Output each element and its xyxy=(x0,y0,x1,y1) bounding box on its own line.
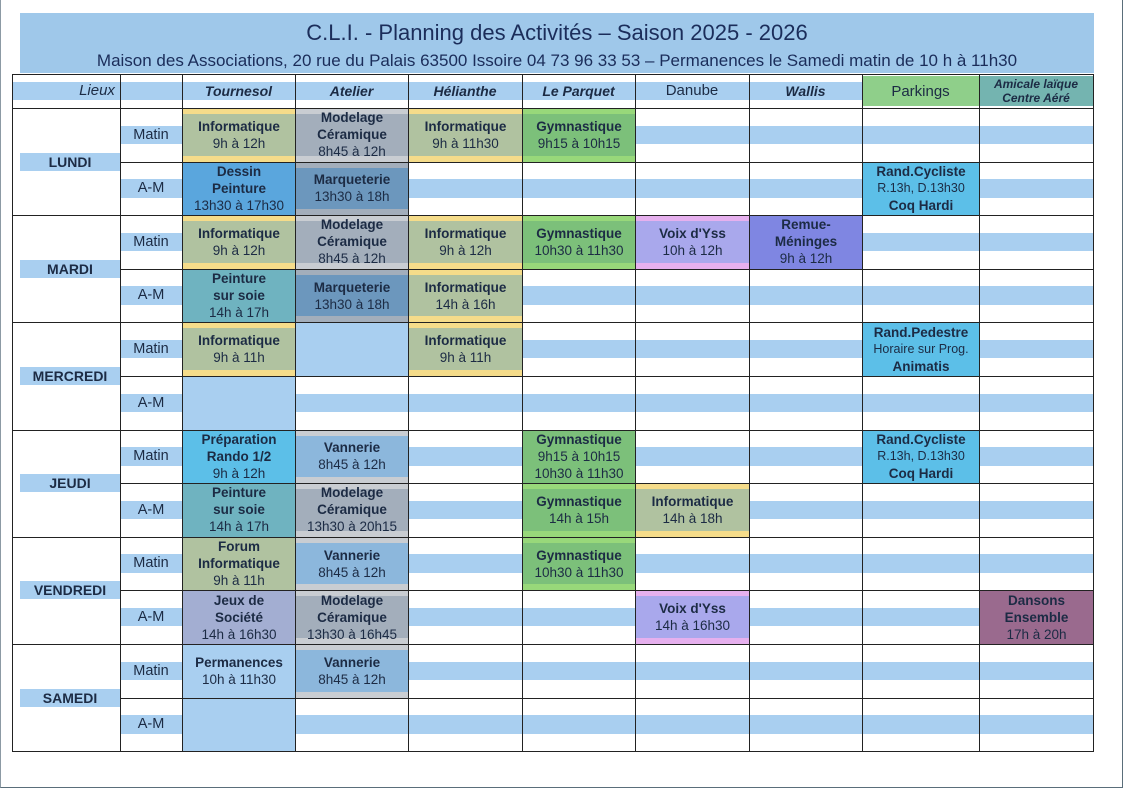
column-header-4 xyxy=(522,82,635,100)
activity-text: R.13h, D.13h30 xyxy=(877,180,965,195)
column-header-7 xyxy=(862,76,979,106)
column-header-label: Centre Aéré xyxy=(1002,91,1070,105)
activity-cell xyxy=(183,645,295,698)
column-header-label: Atelier xyxy=(329,83,374,99)
activity-text: Permanences xyxy=(195,654,283,670)
column-header-label: Le Parquet xyxy=(542,83,615,99)
column-header-label: Amicale laïque xyxy=(993,77,1079,91)
activity-text: 10h à 11h30 xyxy=(201,671,277,687)
column-header-8 xyxy=(979,76,1093,106)
activity-text: 8h45 à 12h xyxy=(318,144,386,160)
day-label-jeudi: JEUDI xyxy=(20,474,120,492)
activity-cell xyxy=(636,591,749,644)
activity-text: Informatique xyxy=(424,118,507,134)
activity-cell xyxy=(296,538,408,591)
activity-text: Méninges xyxy=(774,234,838,250)
activity-text: Informatique xyxy=(424,279,507,295)
grid-hline xyxy=(12,644,1094,645)
activity-text: Gymnastique xyxy=(536,547,622,563)
column-header-1 xyxy=(182,82,295,100)
activity-text: Informatique xyxy=(424,333,507,349)
column-header-label: Hélianthe xyxy=(433,83,497,99)
activity-text: 9h à 11h xyxy=(439,350,492,366)
activity-cell xyxy=(863,323,979,376)
activity-cell xyxy=(636,484,749,537)
activity-cell xyxy=(409,323,522,376)
slot-label: A-M xyxy=(137,287,165,304)
activity-text: Informatique xyxy=(198,556,280,572)
day-label-samedi: SAMEDI xyxy=(20,689,120,707)
activity-cell xyxy=(183,216,295,269)
activity-text: Céramique xyxy=(317,502,387,518)
grid-vline xyxy=(120,74,121,751)
activity-text: Gymnastique xyxy=(536,118,622,134)
grid-hline xyxy=(12,322,1094,323)
grid-hline xyxy=(12,430,1094,431)
slot-label: Matin xyxy=(133,126,169,143)
activity-text: 8h45 à 12h xyxy=(318,671,386,687)
activity-text: sur soie xyxy=(213,288,265,304)
activity-text: Modelage xyxy=(320,110,384,126)
activity-text: Peinture xyxy=(211,180,266,196)
activity-text: 10h30 à 11h30 xyxy=(534,465,624,481)
column-header-2 xyxy=(295,82,408,100)
activity-text: 13h30 à 20h15 xyxy=(306,519,398,535)
activity-text: Horaire sur Prog. xyxy=(873,341,969,356)
activity-cell xyxy=(636,216,749,269)
grid-hline xyxy=(120,590,1094,591)
activity-text: Ensemble xyxy=(1004,609,1069,625)
day-label-mardi: MARDI xyxy=(20,260,120,278)
grid-hline xyxy=(12,751,1094,752)
grid-vline xyxy=(749,74,750,751)
activity-cell xyxy=(296,323,408,376)
activity-text: 14h à 15h xyxy=(548,510,610,526)
activity-cell xyxy=(409,270,522,323)
column-header-label: Parkings xyxy=(891,82,950,100)
activity-text: Peinture xyxy=(211,485,266,501)
day-label-mercredi: MERCREDI xyxy=(20,367,120,385)
activity-text: 14h à 18h xyxy=(662,510,723,526)
activity-text: R.13h, D.13h30 xyxy=(877,448,965,463)
grid-hline xyxy=(120,483,1094,484)
activity-text: 8h45 à 12h xyxy=(318,457,386,473)
activity-text: Informatique xyxy=(198,118,280,134)
activity-text: Informatique xyxy=(198,225,280,241)
activity-text: Coq Hardi xyxy=(888,197,954,213)
slot-label: A-M xyxy=(137,394,165,411)
activity-text: 9h à 12h xyxy=(212,242,266,258)
grid-hline xyxy=(120,698,1094,699)
activity-text: Rand.Pedestre xyxy=(873,324,969,340)
grid-vline xyxy=(295,74,296,751)
day-label-lundi: LUNDI xyxy=(20,153,120,171)
grid-vline xyxy=(522,74,523,751)
activity-text: Modelage xyxy=(320,217,384,233)
activity-text: Rando 1/2 xyxy=(206,448,272,464)
activity-cell xyxy=(523,109,635,162)
activity-text: Céramique xyxy=(317,609,387,625)
activity-cell xyxy=(523,538,635,591)
slot-label: A-M xyxy=(137,501,165,518)
grid-hline xyxy=(120,376,1094,377)
activity-text: Voix d'Yss xyxy=(659,225,726,241)
grid-vline xyxy=(979,74,980,751)
slot-label: A-M xyxy=(137,180,165,197)
activity-text: 9h à 12h xyxy=(439,242,492,258)
activity-text: 8h45 à 12h xyxy=(318,251,386,267)
activity-text: 9h à 12h xyxy=(212,465,266,481)
activity-cell xyxy=(296,216,408,269)
activity-text: 9h à 11h xyxy=(213,350,265,366)
grid-hline xyxy=(120,269,1094,270)
activity-text: 8h45 à 12h xyxy=(318,564,386,580)
activity-text: Gymnastique xyxy=(536,493,622,509)
activity-cell xyxy=(183,323,295,376)
page-title: C.L.I. - Planning des Activités – Saison 2025 - 2026 xyxy=(306,20,808,45)
activity-text: Jeux de xyxy=(213,592,265,608)
grid-hline xyxy=(12,215,1094,216)
activity-cell xyxy=(980,591,1093,644)
activity-text: Marqueterie xyxy=(313,279,391,295)
activity-text: 13h30 à 18h xyxy=(314,189,390,205)
activity-cell xyxy=(183,591,295,644)
activity-text: 14h à 17h xyxy=(208,305,270,321)
activity-text: 10h30 à 11h30 xyxy=(534,242,624,258)
activity-cell xyxy=(183,377,295,430)
activity-text: Vannerie xyxy=(323,654,381,670)
activity-text: 14h à 16h30 xyxy=(201,626,277,642)
day-label-vendredi: VENDREDI xyxy=(20,581,120,599)
column-header-label: Wallis xyxy=(785,83,826,99)
activity-text: 10h à 12h xyxy=(662,242,723,258)
grid-vline xyxy=(408,74,409,751)
activity-text: Informatique xyxy=(424,225,507,241)
activity-text: 9h15 à 10h15 xyxy=(537,135,621,151)
activity-cell xyxy=(183,699,295,752)
activity-text: Modelage xyxy=(320,485,384,501)
activity-cell xyxy=(183,538,295,591)
grid-hline xyxy=(12,537,1094,538)
activity-text: Gymnastique xyxy=(536,225,622,241)
activity-text: 9h15 à 10h15 xyxy=(537,448,621,464)
column-header-3 xyxy=(408,82,522,100)
activity-text: Animatis xyxy=(892,358,950,374)
column-header-label: Danube xyxy=(665,82,719,99)
activity-text: 14h à 17h xyxy=(208,519,270,535)
activity-cell xyxy=(296,484,408,537)
activity-text: 13h30 à 18h xyxy=(314,296,390,312)
activity-text: 14h à 16h30 xyxy=(654,618,731,634)
grid-hline xyxy=(120,162,1094,163)
column-header-6 xyxy=(749,82,862,100)
activity-cell xyxy=(296,431,408,484)
activity-cell xyxy=(863,163,979,216)
slot-label: Matin xyxy=(133,555,169,572)
activity-cell xyxy=(296,109,408,162)
column-header-5 xyxy=(635,82,749,100)
activity-cell xyxy=(863,431,979,484)
activity-text: Marqueterie xyxy=(313,172,391,188)
slot-label: Matin xyxy=(133,341,169,358)
activity-text: 13h30 à 16h45 xyxy=(306,626,398,642)
activity-cell xyxy=(523,216,635,269)
activity-text: Vannerie xyxy=(323,440,381,456)
grid-hline xyxy=(12,108,1094,109)
activity-cell xyxy=(296,645,408,698)
activity-text: Rand.Cycliste xyxy=(876,431,966,447)
activity-cell xyxy=(409,109,522,162)
grid-hline xyxy=(12,74,1094,75)
activity-text: Dessin xyxy=(216,163,262,179)
activity-cell xyxy=(296,163,408,216)
activity-text: Vannerie xyxy=(323,547,381,563)
grid-vline xyxy=(635,74,636,751)
activity-text: Rand.Cycliste xyxy=(876,163,966,179)
page-subtitle: Maison des Associations, 20 rue du Palais 63500 Issoire 04 73 96 33 53 – Permanences le Samedi matin de 10 h à 11h30 xyxy=(96,51,1018,70)
activity-text: Gymnastique xyxy=(536,431,622,447)
activity-cell xyxy=(296,270,408,323)
activity-cell xyxy=(183,163,295,216)
activity-cell xyxy=(523,431,635,484)
activity-text: Informatique xyxy=(198,333,280,349)
slot-label: A-M xyxy=(137,716,165,733)
grid-vline xyxy=(12,74,13,751)
activity-text: Céramique xyxy=(317,234,387,250)
activity-text: 9h à 11h xyxy=(213,573,265,589)
activity-text: 10h30 à 11h30 xyxy=(534,564,624,580)
grid-vline xyxy=(862,74,863,751)
activity-cell xyxy=(183,431,295,484)
activity-text: Céramique xyxy=(317,127,387,143)
column-header-label: Lieux xyxy=(79,82,115,99)
column-header-label: Tournesol xyxy=(204,83,273,99)
activity-text: 9h à 12h xyxy=(779,251,833,267)
activity-text: Remue- xyxy=(781,217,831,233)
activity-text: 17h à 20h xyxy=(1006,626,1067,642)
activity-text: Société xyxy=(214,609,264,625)
slot-label: Matin xyxy=(133,233,169,250)
activity-cell xyxy=(523,484,635,537)
grid-vline xyxy=(1093,74,1094,751)
slot-label: Matin xyxy=(133,448,169,465)
activity-text: 13h30 à 17h30 xyxy=(193,197,285,213)
activity-text: Voix d'Yss xyxy=(659,601,726,617)
slot-label: Matin xyxy=(133,662,169,679)
activity-text: Informatique xyxy=(651,493,734,509)
activity-text: Peinture xyxy=(211,271,266,287)
activity-text: Dansons xyxy=(1007,592,1065,608)
activity-text: sur soie xyxy=(213,502,265,518)
activity-text: 14h à 16h xyxy=(435,296,496,312)
activity-text: Préparation xyxy=(201,431,277,447)
slot-label: A-M xyxy=(137,609,165,626)
activity-text: Modelage xyxy=(320,592,384,608)
column-header-0 xyxy=(12,82,182,100)
activity-cell xyxy=(183,270,295,323)
activity-cell xyxy=(183,109,295,162)
activity-text: 9h à 11h30 xyxy=(432,135,499,151)
activity-cell xyxy=(409,216,522,269)
activity-text: Coq Hardi xyxy=(888,465,954,481)
activity-text: Forum xyxy=(218,539,260,555)
activity-cell xyxy=(296,591,408,644)
activity-text: 9h à 12h xyxy=(212,135,266,151)
grid-vline xyxy=(182,74,183,751)
activity-cell xyxy=(183,484,295,537)
activity-cell xyxy=(750,216,862,269)
